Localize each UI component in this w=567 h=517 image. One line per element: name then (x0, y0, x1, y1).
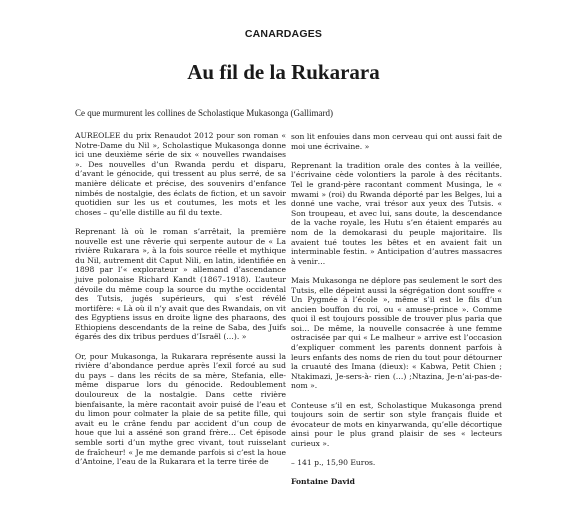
paragraph: Reprenant là où le roman s’arrêtait, la première nouvelle est une rêverie qui serpente autour de « La rivière Rukarara », à la fois source réelle et mythique du Nil, autrement dit Caput Nili, en latin, identifiée en 1898 par l’« explorateur » allemand d’ascendance juive polonaise Richard Kandt (1867–1918). L’auteur dévoile du même coup la source du mythe occidental des Tutsis, jugés supérieurs, qui s’est révélé mortifère: « Là où il n’y avait que des Rwandais, on vit des Egyptiens issus en droite ligne des pharaons, des Ethiopiens descendants de la reine de Saba, des Juifs égarés des dix tribus perdues d’Israël (…). » (75, 226, 286, 342)
right-column (291, 132, 502, 497)
paragraph: Mais Mukasonga ne déplore pas seulement le sort des Tutsis, elle dépeint aussi la ségrégation dont souffre « Un Pygmée à l’école », même s’il est le fils d’un ancien bouffon du roi, ou « amuse-prince ». Comme quoi il est toujours possible de trouver plus paria que soi… De même, la nouvelle consacrée à une femme ostracisée par qui « Le malheur » arrive est l’occasion d’expliquer comment les parents donnent parfois à leurs enfants des noms de rien du tout pour détourner la cruauté des Imana (dieux): « Kabwa, Petit Chien ; Ntakimazi, Je-sers-à- rien (…) ;Ntazina, Je-n’ai-pas-de-nom ». (291, 275, 502, 391)
paragraph: Or, pour Mukasonga, la Rukarara représente aussi la rivière d’abondance perdue après l’exil forcé au sud du pays – dans les récits de sa mère, Stefania, elle-même disparue lors du génocide. Redoublement douloureux de la nostalgie. Dans cette rivière bienfaisante, la mère racontait avoir puisé de l’eau et du limon pour colmater la plaie de sa petite fille, qui avait eu le crâne fendu par accident d’un coup de houe que lui a asséné son grand frère… Cet épisode semble sorti d’un mythe grec vivant, tout ruisselant de fraîcheur! « Je me demande parfois si c’est la houe d’Antoine, l’eau de la Rukarara et la terre tirée de (75, 351, 286, 467)
paragraph: Conteuse s’il en est, Scholastique Mukasonga prend toujours soin de sertir son style français fluide et évocateur de mots en kinyarwanda, qu’elle décortique ainsi pour le plus grand plaisir de ses « lecteurs curieux ». (291, 400, 502, 448)
author-signature: Fontaine David (291, 477, 355, 487)
paragraph: son lit enfouies dans mon cerveau qui ont aussi fait de moi une écrivaine. » (291, 132, 502, 151)
paragraph: Reprenant la tradition orale des contes à la veillée, l’écrivaine cède volontiers la parole à des récitants. Tel le grand-père racontant comment Musinga, le « mwami » (roi) du Rwanda déporté par les Belges, lui a donné une vache, vrai trésor aux yeux des Tutsis. « Son troupeau, et avec lui, sans doute, la descendance de la vache royale, les Hutu s’en étaient emparés au nom de la demokarasi du peuple majoritaire. Ils avaient tué toutes les bêtes et en avaient fait un interminable festin. » Anticipation d’autres massacres à venir… (291, 160, 502, 266)
paragraph: AUREOLEE du prix Renaudot 2012 pour son roman « Notre-Dame du Nil », Scholastique Mukasonga donne ici une deuxième série de six « nouvelles rwandaises ». Des nouvelles d’un Rwanda perdu et disparu, d’avant le génocide, qui tressent au plus serré, de sa manière délicate et précise, des souvenirs d’enfance nimbés de nostalgie, des éclats de fiction, et un savoir quotidien sur les us et coutumes, les mots et les choses – qu’elle distille au fil du texte. (75, 131, 286, 217)
article-title: Au fil de la Rukarara (187, 60, 380, 84)
price-line: – 141 p., 15,90 Euros. (291, 458, 376, 468)
article-subtitle: Ce que murmurent les collines de Scholastique Mukasonga (Gallimard) (75, 108, 333, 118)
left-column (75, 131, 286, 476)
section-rubric: CANARDAGES (244, 28, 323, 40)
